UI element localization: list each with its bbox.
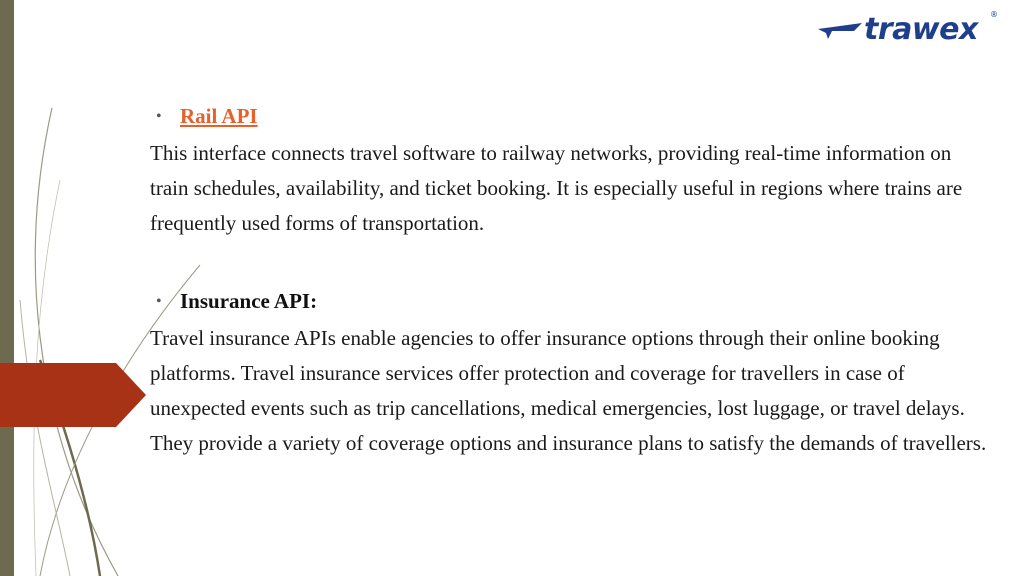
main-content bbox=[150, 96, 990, 461]
bullet-marker: • bbox=[156, 292, 162, 310]
rail-api-paragraph: This interface connects travel software to railway networks, providing real-time information on train schedules, availability, and ticket booking. It is especially useful in regions where trains are frequently used forms of transportation. bbox=[150, 141, 963, 235]
insurance-api-heading: Insurance API: bbox=[180, 288, 318, 313]
logo-text: trawex bbox=[864, 12, 978, 47]
rail-api-link[interactable]: Rail API bbox=[180, 103, 258, 128]
trawex-logo bbox=[818, 10, 998, 50]
bullet-marker: • bbox=[156, 107, 162, 125]
arrow-tab-decoration bbox=[0, 363, 146, 427]
insurance-api-paragraph: Travel insurance APIs enable agencies to offer insurance options through their online booking platforms. Travel insurance services offer protection and coverage for travellers in case of unexpected events such as trip cancellations, medical emergencies, lost luggage, or travel delays. They provide a variety of coverage options and insurance plans to satisfy the demands of travellers. bbox=[150, 326, 987, 455]
logo-registered-mark: ® bbox=[990, 10, 998, 19]
section-heading-rail bbox=[150, 96, 990, 136]
section-heading-insurance bbox=[150, 281, 990, 321]
logo-swoosh-icon bbox=[818, 19, 862, 41]
